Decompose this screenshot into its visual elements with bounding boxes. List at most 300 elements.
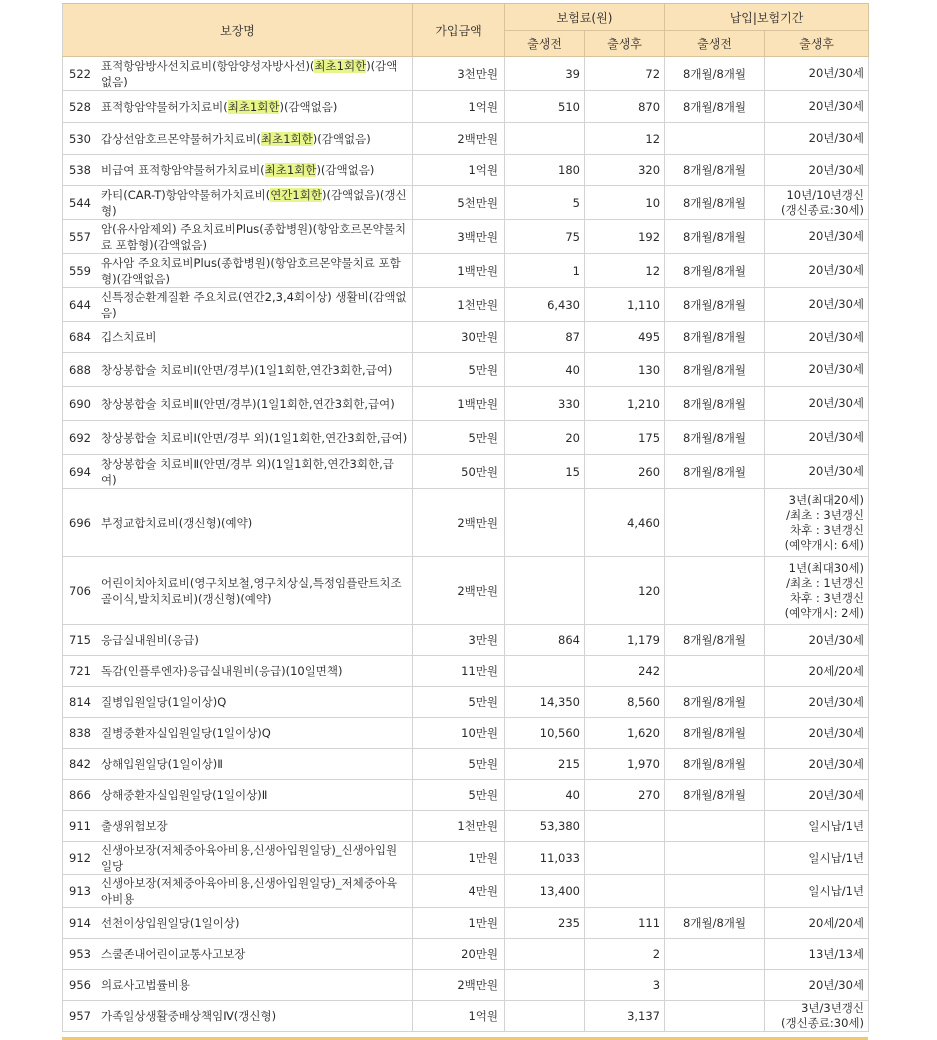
coverage-code: 559: [69, 263, 91, 278]
premium-before-cell: 39: [505, 57, 585, 91]
coverage-name-text: 깁스치료비: [101, 330, 157, 344]
amount-cell: 1천만원: [413, 811, 505, 842]
term-cell: [765, 421, 869, 455]
coverage-code: 911: [69, 819, 91, 833]
coverage-cell: [63, 780, 413, 811]
table-row: [63, 875, 869, 908]
term-cell: [765, 875, 869, 908]
premium-before-cell: 5: [505, 186, 585, 220]
term-line: 20년/30세: [808, 725, 865, 740]
table-body: [63, 57, 869, 1032]
coverage-cell: [63, 1001, 413, 1032]
term-cell: [765, 749, 869, 780]
coverage-code: 530: [69, 131, 91, 146]
amount-cell: 3만원: [413, 625, 505, 656]
coverage-code: 706: [69, 583, 91, 598]
term-cell: [765, 811, 869, 842]
premium-before-cell: 215: [505, 749, 585, 780]
coverage-name: [101, 162, 408, 178]
amount-cell: 5만원: [413, 780, 505, 811]
coverage-code: 522: [69, 66, 91, 81]
coverage-code: 912: [69, 851, 91, 865]
coverage-cell: [63, 353, 413, 387]
coverage-name: [101, 255, 408, 287]
term-line: 20년/30세: [808, 229, 865, 243]
table-row: [63, 353, 869, 387]
coverage-name-text: 가족일상생활중배상책임Ⅳ(갱신형): [101, 1009, 277, 1023]
premium-before-cell: 1: [505, 254, 585, 288]
coverage-name: [101, 787, 408, 803]
term-line: 20년/30세: [808, 464, 865, 478]
coverage-name-text: 의료사고법률비용: [101, 978, 190, 992]
payment-before-cell: 8개월/8개월: [665, 625, 765, 656]
amount-cell: 2백만원: [413, 970, 505, 1001]
term-line: 3년/3년갱신: [801, 1001, 865, 1015]
coverage-cell: [63, 489, 413, 557]
table-row: [63, 625, 869, 656]
term-line: 1년(최대30세): [788, 560, 865, 575]
table-row: [63, 220, 869, 254]
coverage-code: 528: [69, 99, 91, 114]
coverage-name: [101, 663, 408, 679]
coverage-name-suffix: )(감액없음): [101, 58, 398, 89]
premium-before-cell: [505, 489, 585, 557]
term-cell: [765, 489, 869, 557]
coverage-cell: [63, 625, 413, 656]
payment-before-cell: 8개월/8개월: [665, 421, 765, 455]
coverage-name-text: 유사암 주요치료비Plus(종합병원)(항암호르몬약물치료 포함형)(감액없음): [101, 255, 401, 286]
coverage-name-text: 창상봉합술 치료비Ⅱ(안면/경부 외)(1일1회한,연간3회한,급여): [101, 456, 394, 487]
coverage-cell: [63, 91, 413, 123]
term-cell: [765, 780, 869, 811]
payment-before-cell: 8개월/8개월: [665, 353, 765, 387]
coverage-name: [101, 515, 408, 531]
table-row: [63, 780, 869, 811]
amount-cell: 1백만원: [413, 387, 505, 421]
table-row: [63, 455, 869, 489]
coverage-code: 684: [69, 330, 91, 344]
payment-before-cell: 8개월/8개월: [665, 288, 765, 322]
premium-after-cell: 111: [585, 908, 665, 939]
coverage-name: [101, 289, 408, 321]
premium-before-cell: 40: [505, 353, 585, 387]
premium-after-cell: [585, 842, 665, 875]
coverage-name: [101, 362, 408, 378]
term-line: 20년/30세: [808, 99, 865, 113]
coverage-name: [101, 977, 408, 993]
coverage-cell: [63, 811, 413, 842]
term-line: 일시납/1년: [808, 818, 865, 833]
coverage-name: [101, 329, 408, 345]
premium-before-cell: [505, 939, 585, 970]
premium-after-cell: 120: [585, 557, 665, 625]
table-row: [63, 1001, 869, 1032]
amount-cell: 2백만원: [413, 489, 505, 557]
table-row: [63, 186, 869, 220]
coverage-name-text: 암(유사암제외) 주요치료비Plus(종합병원)(항암호르몬약물치료 포함형)(감액없음): [101, 221, 407, 252]
amount-cell: 1억원: [413, 91, 505, 123]
term-cell: [765, 842, 869, 875]
premium-after-cell: 1,620: [585, 718, 665, 749]
payment-before-cell: 8개월/8개월: [665, 57, 765, 91]
premium-before-cell: 20: [505, 421, 585, 455]
premium-before-cell: 40: [505, 780, 585, 811]
coverage-name-text: 어린이치아치료비(영구치보철,영구치상실,특정임플란트치조골이식,발치치료비)(갱신형)(예약): [101, 575, 402, 606]
highlight-marker: 최초1회한: [227, 99, 280, 114]
coverage-cell: [63, 875, 413, 908]
coverage-name-suffix: )(감액없음): [279, 99, 338, 114]
coverage-cell: [63, 220, 413, 254]
table-row: [63, 322, 869, 353]
amount-cell: 11만원: [413, 656, 505, 687]
table-row: [63, 908, 869, 939]
amount-cell: 5만원: [413, 353, 505, 387]
amount-cell: 1억원: [413, 155, 505, 186]
coverage-name: [101, 818, 408, 834]
amount-cell: 5만원: [413, 749, 505, 780]
coverage-cell: [63, 288, 413, 322]
premium-after-cell: [585, 875, 665, 908]
premium-after-cell: 4,460: [585, 489, 665, 557]
premium-after-cell: [585, 811, 665, 842]
term-line: (갱신종료:30세): [781, 202, 865, 217]
coverage-name: [101, 187, 408, 219]
coverage-name: [101, 915, 408, 931]
header-premium-before: 출생전: [505, 31, 585, 57]
highlight-marker: 연간1회한: [270, 187, 322, 202]
term-line: 차후 : 3년갱신: [789, 522, 865, 537]
term-line: 20년/30세: [808, 977, 865, 992]
term-cell: [765, 123, 869, 155]
table-row: [63, 288, 869, 322]
term-cell: [765, 625, 869, 656]
coverage-cell: [63, 57, 413, 91]
table-row: [63, 842, 869, 875]
premium-after-cell: 72: [585, 57, 665, 91]
amount-cell: 50만원: [413, 455, 505, 489]
premium-before-cell: [505, 970, 585, 1001]
premium-after-cell: 12: [585, 254, 665, 288]
coverage-cell: [63, 687, 413, 718]
premium-after-cell: 192: [585, 220, 665, 254]
premium-after-cell: 260: [585, 455, 665, 489]
coverage-cell: [63, 123, 413, 155]
coverage-name-text: 창상봉합술 치료비Ⅰ(안면/경부 외)(1일1회한,연간3회한,급여): [101, 430, 408, 445]
amount-cell: 1천만원: [413, 288, 505, 322]
table-row: [63, 557, 869, 625]
header-amount: 가입금액: [413, 4, 505, 57]
coverage-name-text: 응급실내원비(응급): [101, 633, 199, 647]
term-line: (예약개시: 6세): [784, 537, 865, 552]
payment-before-cell: 8개월/8개월: [665, 186, 765, 220]
table-row: [63, 811, 869, 842]
premium-after-cell: 175: [585, 421, 665, 455]
coverage-code: 957: [69, 1009, 91, 1023]
table-row: [63, 254, 869, 288]
term-line: 일시납/1년: [808, 850, 865, 865]
coverage-name: [101, 396, 408, 412]
term-line: 20년/30세: [808, 756, 865, 771]
coverage-name-suffix: )(감액없음): [312, 131, 371, 146]
term-cell: [765, 908, 869, 939]
coverage-name-text: 질병중환자실입원일당(1일이상)Q: [101, 726, 271, 740]
term-cell: [765, 91, 869, 123]
amount-cell: 1억원: [413, 1001, 505, 1032]
premium-after-cell: 1,970: [585, 749, 665, 780]
coverage-code: 715: [69, 633, 91, 647]
coverage-code: 694: [69, 464, 91, 479]
coverage-name-text: 카티(CAR-T)항암약물허가치료비(: [101, 187, 271, 202]
coverage-code: 544: [69, 195, 91, 210]
term-cell: [765, 353, 869, 387]
term-line: /최초 : 3년갱신: [786, 507, 865, 522]
coverage-name-text: 질병입원일당(1일이상)Q: [101, 695, 227, 709]
coverage-name: [101, 430, 408, 446]
coverage-name: [101, 694, 408, 710]
coverage-name: [101, 946, 408, 962]
premium-after-cell: 10: [585, 186, 665, 220]
coverage-cell: [63, 970, 413, 1001]
payment-before-cell: 8개월/8개월: [665, 908, 765, 939]
amount-cell: 20만원: [413, 939, 505, 970]
term-line: (예약개시: 2세): [784, 605, 865, 620]
amount-cell: 5만원: [413, 421, 505, 455]
table-row: [63, 421, 869, 455]
term-line: 20세/20세: [808, 663, 865, 678]
coverage-name-suffix: )(감액없음): [316, 163, 375, 177]
premium-after-cell: 3,137: [585, 1001, 665, 1032]
premium-before-cell: 330: [505, 387, 585, 421]
payment-before-cell: [665, 939, 765, 970]
coverage-code: 688: [69, 362, 91, 377]
amount-cell: 1만원: [413, 842, 505, 875]
coverage-code: 814: [69, 695, 91, 709]
premium-before-cell: [505, 656, 585, 687]
coverage-cell: [63, 455, 413, 489]
term-cell: [765, 970, 869, 1001]
coverage-name: [101, 575, 408, 607]
coverage-code: 913: [69, 884, 91, 898]
term-cell: [765, 939, 869, 970]
table-row: [63, 91, 869, 123]
coverage-cell: [63, 387, 413, 421]
coverage-code: 538: [69, 163, 91, 177]
header-premium-after: 출생후: [585, 31, 665, 57]
table-row: [63, 656, 869, 687]
payment-before-cell: [665, 656, 765, 687]
premium-before-cell: 75: [505, 220, 585, 254]
term-line: 13년/13세: [808, 946, 865, 961]
term-line: (갱신종료:30세): [781, 1016, 865, 1030]
premium-before-cell: 180: [505, 155, 585, 186]
premium-before-cell: 235: [505, 908, 585, 939]
payment-before-cell: [665, 842, 765, 875]
premium-after-cell: 495: [585, 322, 665, 353]
amount-cell: 1만원: [413, 908, 505, 939]
term-line: 20년/30세: [808, 787, 865, 802]
payment-before-cell: 8개월/8개월: [665, 387, 765, 421]
payment-before-cell: 8개월/8개월: [665, 91, 765, 123]
term-line: 차후 : 3년갱신: [789, 590, 865, 605]
coverage-name: [101, 131, 408, 147]
header-period-before: 출생전: [665, 31, 765, 57]
coverage-name-text: 출생위험보장: [101, 819, 168, 833]
term-line: 20세/20세: [808, 915, 865, 930]
premium-after-cell: 2: [585, 939, 665, 970]
term-cell: [765, 455, 869, 489]
coverage-name: [101, 842, 408, 874]
amount-cell: 3백만원: [413, 220, 505, 254]
term-cell: [765, 718, 869, 749]
payment-before-cell: [665, 557, 765, 625]
coverage-cell: [63, 155, 413, 186]
premium-after-cell: 320: [585, 155, 665, 186]
table-row: [63, 489, 869, 557]
table-row: [63, 718, 869, 749]
premium-after-cell: 12: [585, 123, 665, 155]
table-row: [63, 57, 869, 91]
coverage-code: 866: [69, 788, 91, 802]
amount-cell: 4만원: [413, 875, 505, 908]
term-cell: [765, 1001, 869, 1032]
term-cell: [765, 322, 869, 353]
payment-before-cell: 8개월/8개월: [665, 780, 765, 811]
header-premium: 보험료(원): [505, 4, 665, 31]
premium-after-cell: 270: [585, 780, 665, 811]
highlight-marker: 최초1회한: [314, 58, 367, 73]
premium-before-cell: 6,430: [505, 288, 585, 322]
term-cell: [765, 557, 869, 625]
amount-cell: 3천만원: [413, 57, 505, 91]
term-line: 20년/30세: [808, 632, 865, 647]
coverage-code: 690: [69, 396, 91, 411]
payment-before-cell: 8개월/8개월: [665, 155, 765, 186]
coverage-name-text: 신생아보장(저체중아육아비용,신생아입원일당)_신생아입원일당: [101, 843, 398, 873]
premium-after-cell: 242: [585, 656, 665, 687]
term-line: 20년/30세: [808, 329, 865, 344]
premium-before-cell: 510: [505, 91, 585, 123]
table-row: [63, 387, 869, 421]
payment-before-cell: 8개월/8개월: [665, 455, 765, 489]
payment-before-cell: 8개월/8개월: [665, 718, 765, 749]
coverage-cell: [63, 939, 413, 970]
payment-before-cell: 8개월/8개월: [665, 749, 765, 780]
coverage-cell: [63, 186, 413, 220]
coverage-cell: [63, 842, 413, 875]
coverage-cell: [63, 908, 413, 939]
coverage-name: [101, 875, 408, 907]
coverage-code: 696: [69, 515, 91, 530]
premium-before-cell: [505, 123, 585, 155]
coverage-code: 914: [69, 916, 91, 930]
term-cell: [765, 687, 869, 718]
coverage-name: [101, 725, 408, 741]
coverage-cell: [63, 749, 413, 780]
coverage-name-text: 부정교합치료비(갱신형)(예약): [101, 515, 253, 530]
premium-before-cell: 11,033: [505, 842, 585, 875]
term-line: 3년(최대20세): [788, 492, 865, 507]
payment-before-cell: [665, 970, 765, 1001]
coverage-code: 692: [69, 430, 91, 445]
coverage-name-text: 상해중환자실입원일당(1일이상)Ⅱ: [101, 788, 268, 802]
premium-before-cell: 53,380: [505, 811, 585, 842]
premium-after-cell: 1,110: [585, 288, 665, 322]
coverage-cell: [63, 557, 413, 625]
term-cell: [765, 387, 869, 421]
coverage-name: [101, 632, 408, 648]
table-row: [63, 123, 869, 155]
term-cell: [765, 220, 869, 254]
term-cell: [765, 656, 869, 687]
coverage-name-text: 선천이상입원일당(1일이상): [101, 916, 240, 930]
coverage-name: [101, 221, 408, 253]
payment-before-cell: 8개월/8개월: [665, 220, 765, 254]
term-line: 20년/30세: [808, 66, 865, 80]
coverage-code: 644: [69, 297, 91, 312]
premium-before-cell: 15: [505, 455, 585, 489]
coverage-cell: [63, 718, 413, 749]
coverage-name: [101, 99, 408, 115]
term-line: /최초 : 1년갱신: [786, 575, 865, 590]
premium-after-cell: 1,179: [585, 625, 665, 656]
premium-before-cell: 10,560: [505, 718, 585, 749]
coverage-name-text: 표적항암약물허가치료비(: [101, 99, 228, 114]
term-cell: [765, 254, 869, 288]
premium-before-cell: 13,400: [505, 875, 585, 908]
premium-before-cell: [505, 557, 585, 625]
table-row: [63, 939, 869, 970]
term-cell: [765, 186, 869, 220]
payment-before-cell: [665, 875, 765, 908]
premium-after-cell: 1,210: [585, 387, 665, 421]
table-row: [63, 687, 869, 718]
coverage-cell: [63, 421, 413, 455]
term-cell: [765, 288, 869, 322]
premium-before-cell: 864: [505, 625, 585, 656]
amount-cell: 10만원: [413, 718, 505, 749]
amount-cell: 1백만원: [413, 254, 505, 288]
header-period: 납입|보험기간: [665, 4, 869, 31]
payment-before-cell: 8개월/8개월: [665, 322, 765, 353]
coverage-code: 721: [69, 664, 91, 678]
term-line: 일시납/1년: [808, 883, 865, 898]
coverage-name: [101, 756, 408, 772]
term-line: 20년/30세: [808, 162, 865, 177]
term-line: 20년/30세: [808, 694, 865, 709]
coverage-name-text: 스쿨존내어린이교통사고보장: [101, 947, 246, 961]
table-row: [63, 155, 869, 186]
premium-after-cell: 8,560: [585, 687, 665, 718]
amount-cell: 2백만원: [413, 123, 505, 155]
premium-before-cell: 14,350: [505, 687, 585, 718]
amount-cell: 2백만원: [413, 557, 505, 625]
payment-before-cell: [665, 1001, 765, 1032]
term-line: 10년/10년갱신: [786, 187, 865, 202]
coverage-cell: [63, 656, 413, 687]
amount-cell: 5천만원: [413, 186, 505, 220]
coverage-cell: [63, 322, 413, 353]
highlight-marker: 최초1회한: [264, 163, 317, 177]
coverage-name-text: 상해입원일당(1일이상)Ⅱ: [101, 757, 223, 771]
coverage-name-text: 표적항암방사선치료비(항암양성자방사선)(: [101, 58, 315, 73]
highlight-marker: 최초1회한: [261, 131, 313, 146]
payment-before-cell: [665, 811, 765, 842]
coverage-code: 953: [69, 947, 91, 961]
coverage-name-text: 비급여 표적항암약물허가치료비(: [101, 163, 265, 177]
payment-before-cell: [665, 123, 765, 155]
coverage-name-text: 독감(인플루엔자)응급실내원비(응급)(10일면책): [101, 664, 343, 678]
coverage-code: 838: [69, 726, 91, 740]
